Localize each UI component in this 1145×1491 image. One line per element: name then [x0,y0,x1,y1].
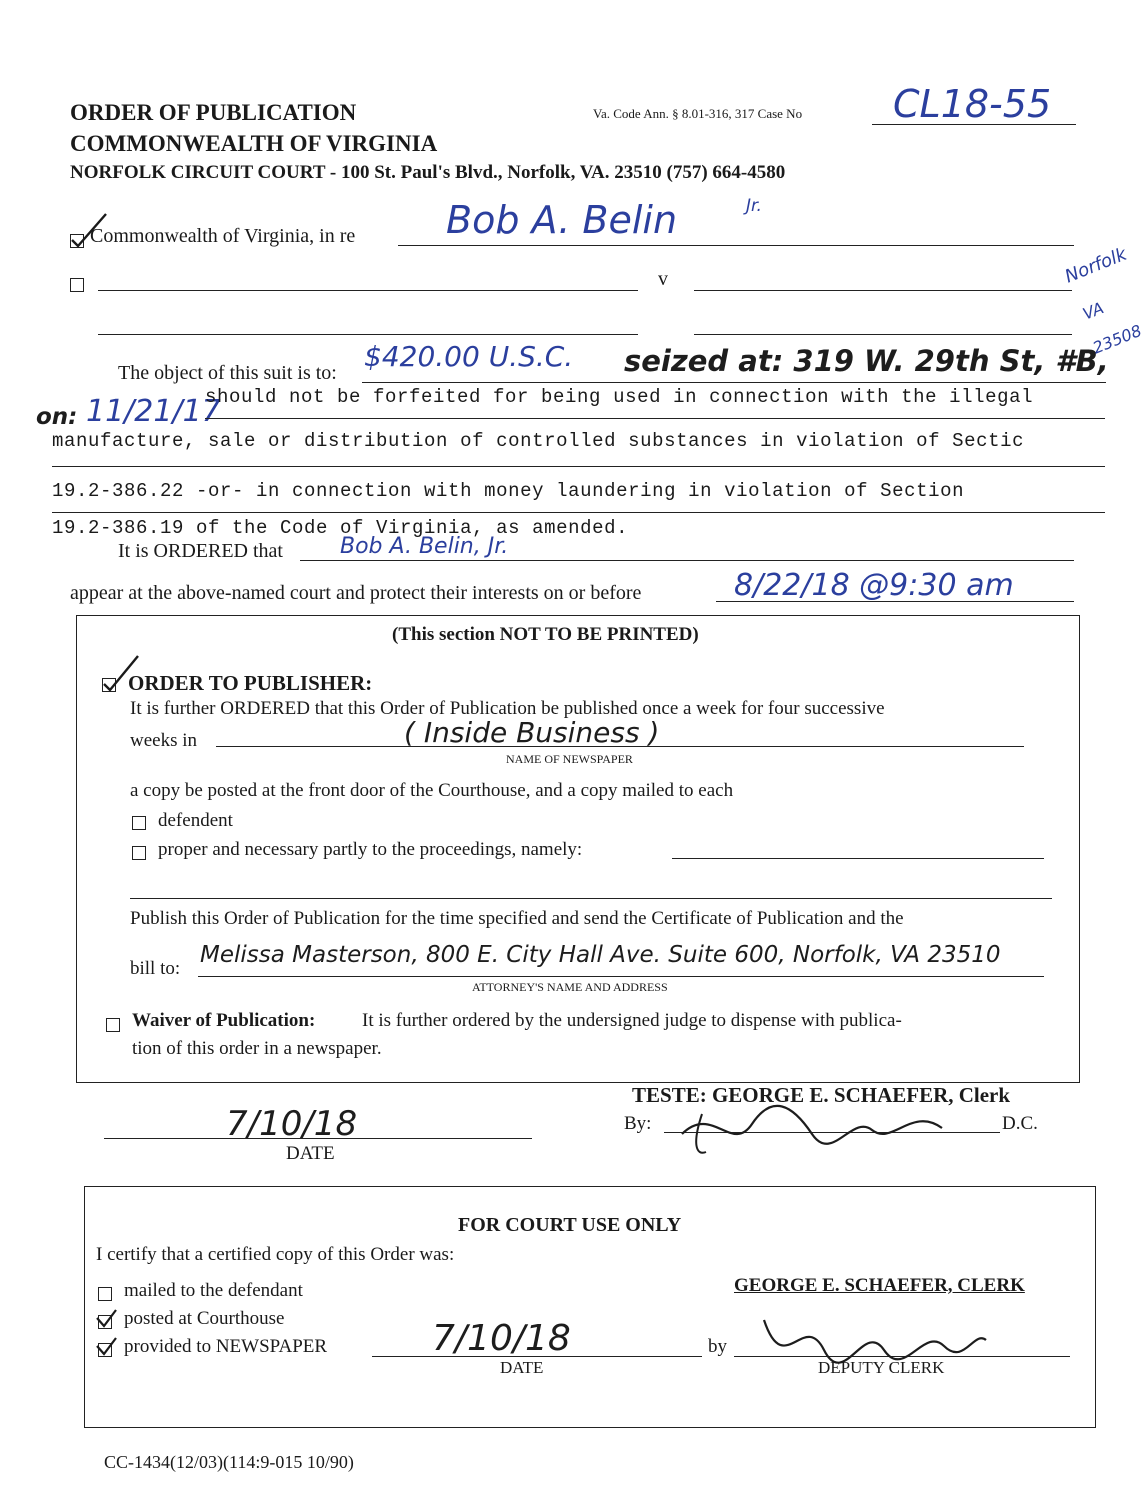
court-use-date: 7/10/18 [432,1318,571,1359]
copy-text: a copy be posted at the front door of the Courthouse, and a copy mailed to each [130,780,734,801]
proper-party-label: proper and necessary partly to the proceedings, namely: [158,839,583,860]
seized-amount: $420.00 U.S.C. [364,340,574,373]
ordered-label: It is ORDERED that [118,540,283,562]
proper-party-checkbox[interactable] [132,846,146,860]
commonwealth-title: COMMONWEALTH OF VIRGINIA [70,131,438,156]
teste-date: 7/10/18 [226,1104,358,1144]
publish-text: Publish this Order of Publication for the time specified and send the Certificate of Publication and the [130,908,904,929]
teste-dc-label: D.C. [1002,1113,1038,1134]
waiver-text-1: It is further ordered by the undersigned judge to dispense with publica- [362,1010,902,1031]
court-use-heading: FOR COURT USE ONLY [458,1214,682,1236]
location-zip: 23508 [1090,320,1145,358]
court-use-date-caption: DATE [500,1358,544,1377]
clerk-signature [672,1094,972,1158]
court-clerk-name: GEORGE E. SCHAEFER, CLERK [734,1275,1025,1296]
mailed-checkbox[interactable] [98,1287,112,1301]
bill-to-label: bill to: [130,958,181,979]
certify-text: I certify that a certified copy of this Order was: [96,1244,455,1265]
location-state: VA [1080,298,1107,324]
appear-text: appear at the above-named court and protect their interests on or before [70,582,642,604]
form-title: ORDER OF PUBLICATION [70,100,357,125]
defendent-label: defendent [158,810,233,831]
attorney-caption: ATTORNEY'S NAME AND ADDRESS [472,980,668,994]
location-city: Norfolk [1062,243,1130,288]
object-text-line-1: should not be forfeited for being used in connection with the illegal [205,386,1034,408]
weeks-in-label: weeks in [130,730,198,751]
in-re-label: Commonwealth of Virginia, in re [90,225,356,247]
defendent-checkbox[interactable] [132,816,146,830]
court-use-by-label: by [708,1336,727,1357]
object-label: The object of this suit is to: [118,362,337,384]
provided-label: provided to NEWSPAPER [124,1336,328,1357]
not-printed-heading: (This section NOT TO BE PRINTED) [392,624,699,645]
case-number: CL18-55 [893,82,1052,126]
waiver-label: Waiver of Publication: [132,1010,316,1031]
form-number: CC-1434(12/03)(114:9-015 10/90) [104,1452,354,1472]
seizure-date: 11/21/17 [86,394,221,429]
in-re-suffix: Jr. [746,196,762,216]
object-text-line-4: 19.2-386.19 of the Code of Virginia, as amended. [52,517,629,539]
in-re-name: Bob A. Belin [446,198,678,242]
waiver-checkbox[interactable] [106,1018,120,1032]
ordered-name: Bob A. Belin, Jr. [340,534,509,559]
publisher-text: It is further ORDERED that this Order of Publication be published once a week for four successive [130,698,885,719]
teste-date-caption: DATE [286,1143,335,1164]
check-mark-icon [94,1336,118,1358]
teste-clerk: TESTE: GEORGE E. SCHAEFER, Clerk [632,1083,1011,1107]
mailed-label: mailed to the defendant [124,1280,303,1301]
bill-to-address: Melissa Masterson, 800 E. City Hall Ave. Suite 600, Norfolk, VA 23510 [200,942,1001,968]
code-reference: Va. Code Ann. § 8.01-316, 317 Case No [593,106,803,121]
publisher-heading: ORDER TO PUBLISHER: [128,671,373,695]
posted-label: posted at Courthouse [124,1308,285,1329]
waiver-text-2: tion of this order in a newspaper. [132,1038,382,1059]
seizure-date-label: on: [36,404,78,430]
object-text-line-2: manufacture, sale or distribution of controlled substances in violation of Sectic [52,430,1025,452]
newspaper-caption: NAME OF NEWSPAPER [506,752,633,766]
newspaper-name: ( Inside Business ) [404,716,660,749]
appear-date: 8/22/18 @9:30 am [734,568,1014,603]
versus-checkbox[interactable] [70,278,84,292]
court-address: NORFOLK CIRCUIT COURT - 100 St. Paul's Blvd., Norfolk, VA. 23510 (757) 664-4580 [70,162,786,183]
teste-by-label: By: [624,1113,652,1134]
deputy-clerk-caption: DEPUTY CLERK [818,1358,945,1377]
object-text-line-3: 19.2-386.22 -or- in connection with money laundering in violation of Section [52,480,965,502]
versus-label: v [658,268,668,290]
check-mark-icon [94,1308,118,1330]
seized-location: seized at: 319 W. 29th St, #B, [624,344,1109,378]
